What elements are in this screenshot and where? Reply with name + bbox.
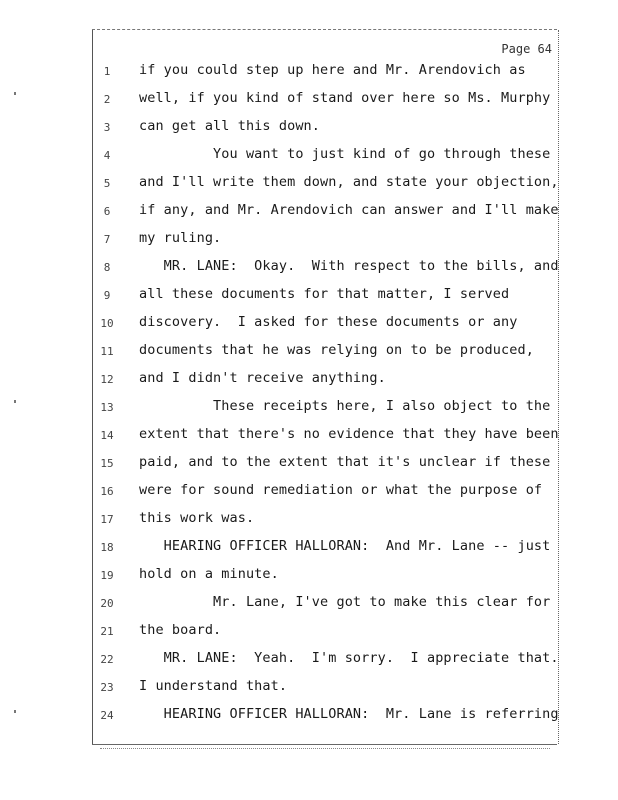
line-text: if any, and Mr. Arendovich can answer and I'll make [139,202,559,218]
line-number: 13 [100,401,114,414]
line-number: 4 [103,149,111,162]
line-text: and I didn't receive anything. [139,370,386,386]
page-bottom-rule-2 [100,748,550,749]
line-number: 5 [103,177,111,190]
transcript-line [92,202,557,222]
line-text: HEARING OFFICER HALLORAN: And Mr. Lane -- just [139,538,551,554]
line-number: 10 [100,317,114,330]
transcript-line [92,622,557,642]
line-number: 24 [100,709,114,722]
line-number: 12 [100,373,114,386]
line-text: These receipts here, I also object to the [139,398,551,414]
transcript-line [92,342,557,362]
transcript-line [92,482,557,502]
line-number: 21 [100,625,114,638]
line-number: 20 [100,597,114,610]
line-text: paid, and to the extent that it's unclear if these [139,454,551,470]
line-text: You want to just kind of go through these [139,146,551,162]
line-text: MR. LANE: Yeah. I'm sorry. I appreciate that. [139,650,559,666]
transcript-line [92,286,557,306]
transcript-line [92,90,557,110]
line-number: 19 [100,569,114,582]
line-number: 8 [103,261,111,274]
line-number: 1 [103,65,111,78]
line-text: this work was. [139,510,255,526]
transcript-line [92,706,557,726]
line-number: 7 [103,233,111,246]
line-number: 22 [100,653,114,666]
line-number: 18 [100,541,114,554]
line-text: well, if you kind of stand over here so Ms. Murphy [139,90,551,106]
line-number: 14 [100,429,114,442]
transcript-line [92,678,557,698]
line-text: extent that there's no evidence that they have been [139,426,559,442]
transcript-line [92,314,557,334]
transcript-line [92,62,557,82]
page-number: Page 64 [501,42,552,56]
line-text: can get all this down. [139,118,321,134]
line-number: 3 [103,121,111,134]
line-number: 11 [100,345,114,358]
line-text: the board. [139,622,222,638]
line-number: 2 [103,93,111,106]
line-text: if you could step up here and Mr. Arendovich as [139,62,526,78]
margin-mark [14,400,16,403]
line-text: documents that he was relying on to be produced, [139,342,534,358]
transcript-line [92,258,557,278]
line-text: and I'll write them down, and state your objection, [139,174,559,190]
transcript-line [92,650,557,670]
transcript-line [92,594,557,614]
transcript-line [92,146,557,166]
line-text: MR. LANE: Okay. With respect to the bills, and [139,258,559,274]
transcript-line [92,118,557,138]
transcript-line [92,174,557,194]
transcript-line [92,426,557,446]
transcript-line [92,454,557,474]
line-text: discovery. I asked for these documents or any [139,314,518,330]
line-text: all these documents for that matter, I served [139,286,510,302]
line-number: 15 [100,457,114,470]
line-text: Mr. Lane, I've got to make this clear for [139,594,551,610]
transcript-line [92,538,557,558]
transcript-line [92,510,557,530]
line-number: 9 [103,289,111,302]
line-text: were for sound remediation or what the purpose of [139,482,543,498]
page-bottom-rule [92,744,557,745]
transcript-line [92,566,557,586]
transcript-line [92,370,557,390]
transcript-line [92,230,557,250]
line-number: 16 [100,485,114,498]
line-text: my ruling. [139,230,222,246]
margin-mark [14,710,16,713]
line-text: hold on a minute. [139,566,279,582]
line-number: 23 [100,681,114,694]
line-number: 6 [103,205,111,218]
line-text: I understand that. [139,678,288,694]
line-number: 17 [100,513,114,526]
margin-mark [14,92,16,95]
transcript-line [92,398,557,418]
line-text: HEARING OFFICER HALLORAN: Mr. Lane is referring [139,706,559,722]
